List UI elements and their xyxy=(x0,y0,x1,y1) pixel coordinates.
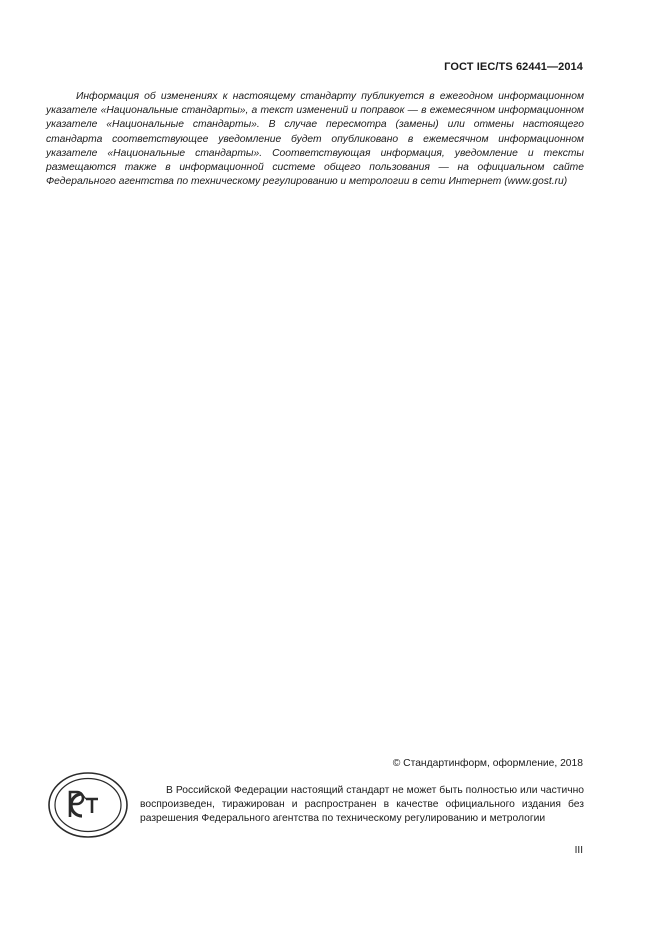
page-number: III xyxy=(574,845,583,856)
amendments-info-paragraph: Информация об изменениях к настоящему стандарту публикуется в ежегодном информационном указателе «Национальные стандарты», а текст изменений и поправок — в ежемесячном информационном указателе «Национальные стандарты». В случае пересмотра (замены) или отмены настоящего стандарта соответствующее уведомление будет опубликовано в ежемесячном информационном указателе «Национальные стандарты». Соответствующая информация, уведомление и тексты размещаются также в информационной системе общего пользования — на официальном сайте Федерального агентства по техническому регулированию и метрологии в сети Интернет (www.gost.ru) xyxy=(46,91,584,188)
copyright-line: © Стандартинформ, оформление, 2018 xyxy=(392,758,583,769)
reproduction-notice: В Российской Федерации настоящий стандарт не может быть полностью или частично воспроизведен, тиражирован и распространен в качестве официального издания без разрешения Федерального агентства по техническому регулированию и метрологии xyxy=(140,785,584,824)
rst-certification-mark-icon xyxy=(46,770,130,840)
standard-code: ГОСТ IEC/TS 62441—2014 xyxy=(444,61,583,73)
